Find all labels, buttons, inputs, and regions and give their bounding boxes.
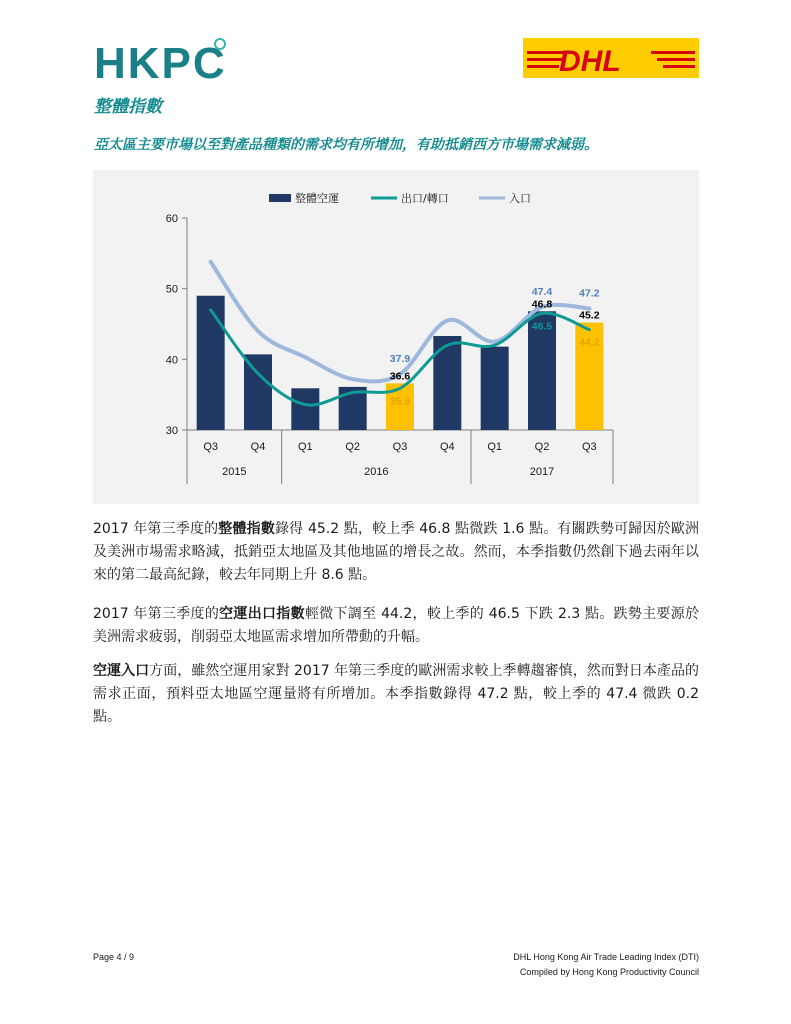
index-chart bbox=[93, 170, 699, 504]
svg-text:DHL: DHL bbox=[559, 45, 621, 78]
x-tick-label: Q1 bbox=[487, 441, 503, 453]
data-label: 45.2 bbox=[579, 309, 600, 322]
data-label: 35.9 bbox=[389, 395, 411, 408]
data-label: 47.4 bbox=[531, 286, 553, 299]
x-group-label: 2015 bbox=[222, 466, 247, 478]
x-tick-label: Q2 bbox=[534, 441, 550, 453]
x-tick-label: Q3 bbox=[203, 441, 219, 453]
data-label: 44.2 bbox=[579, 336, 600, 349]
page-number: Page 4 / 9 bbox=[93, 952, 135, 962]
dhl-logo bbox=[523, 38, 699, 78]
legend-label: 出口/轉口 bbox=[401, 192, 449, 205]
section-title: 整體指數 bbox=[94, 97, 162, 117]
term-import: 空運入口 bbox=[93, 663, 150, 679]
x-group-label: 2017 bbox=[529, 466, 555, 478]
bar bbox=[433, 336, 461, 430]
data-label: 47.2 bbox=[579, 287, 600, 300]
paragraph-import: 空運入口方面，雖然空運用家對 2017 年第三季度的歐洲需求較上季轉趨審慎，然而對日本產品的需求正面，預料亞太地區空運量將有所增加。本季指數錄得 47.2 點，較上季的 47.4 微跌 0.2 點。 bbox=[93, 663, 700, 725]
chart-svg bbox=[93, 170, 699, 504]
x-tick-label: Q3 bbox=[392, 441, 408, 453]
x-tick-label: Q1 bbox=[297, 441, 313, 453]
footer-report-title: DHL Hong Kong Air Trade Leading Index (DTI) bbox=[513, 952, 699, 962]
data-label: 46.8 bbox=[531, 298, 553, 311]
x-tick-label: Q3 bbox=[581, 441, 597, 453]
paragraph-export: 2017 年第三季度的空運出口指數輕微下調至 44.2，較上季的 46.5 下跌 2.3 點。跌勢主要源於美洲需求疲弱，削弱亞太地區需求增加所帶動的升幅。 bbox=[93, 606, 700, 645]
x-group-label: 2016 bbox=[364, 466, 389, 478]
y-tick-label: 60 bbox=[165, 213, 178, 225]
term-overall-index: 整體指數 bbox=[218, 521, 275, 537]
x-tick-label: Q2 bbox=[345, 441, 361, 453]
section-subtitle: 亞太區主要市場以至對產品種類的需求均有所增加，有助抵銷西方市場需求減弱。 bbox=[94, 137, 598, 153]
footer-compiler: Compiled by Hong Kong Productivity Council bbox=[519, 967, 699, 977]
data-label: 37.9 bbox=[389, 353, 411, 366]
hkpc-logo bbox=[94, 38, 234, 84]
bar bbox=[197, 296, 225, 430]
legend-swatch-bar bbox=[269, 194, 291, 202]
bar bbox=[244, 354, 272, 430]
bar bbox=[481, 347, 509, 430]
svg-text:HKPC: HKPC bbox=[94, 39, 227, 84]
x-tick-label: Q4 bbox=[439, 441, 455, 453]
x-tick-label: Q4 bbox=[250, 441, 266, 453]
bar bbox=[291, 388, 319, 430]
legend-label: 入口 bbox=[509, 192, 531, 205]
paragraph-overall: 2017 年第三季度的整體指數錄得 45.2 點，較上季 46.8 點微跌 1.6 點。有關跌勢可歸因於歐洲及美洲市場需求略減，抵銷亞太地區及其他地區的增長之故。然而，本季指數仍然創下過去兩年以來的第二最高紀錄，較去年同期上升 8.6 點。 bbox=[93, 521, 699, 583]
y-tick-label: 30 bbox=[165, 425, 178, 437]
data-label: 36.6 bbox=[389, 370, 411, 383]
legend-label: 整體空運 bbox=[295, 192, 339, 205]
y-tick-label: 40 bbox=[165, 354, 178, 367]
data-label: 46.5 bbox=[531, 320, 553, 333]
y-tick-label: 50 bbox=[165, 283, 178, 296]
term-export-index: 空運出口指數 bbox=[219, 606, 305, 622]
